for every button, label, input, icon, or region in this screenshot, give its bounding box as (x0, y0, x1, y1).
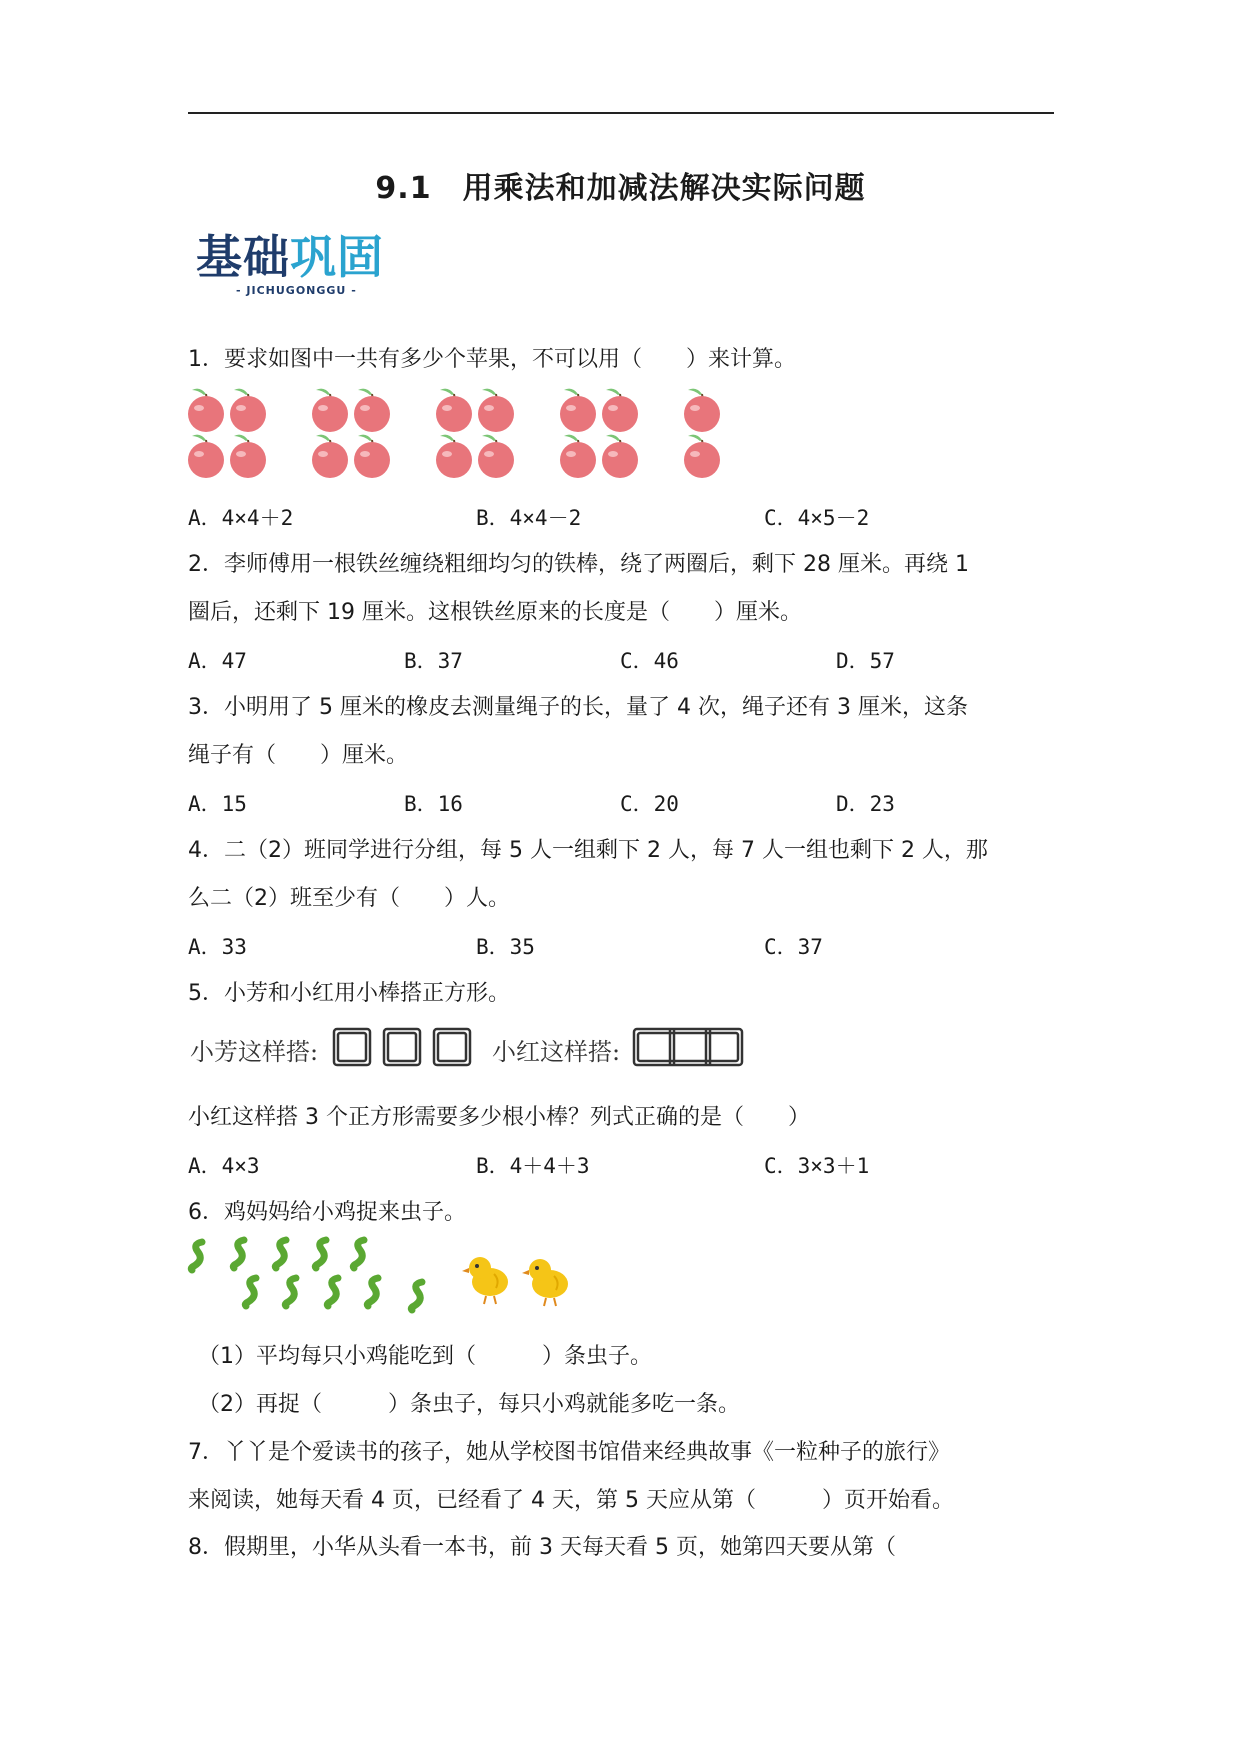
question-8-line1: 8．假期里，小华从头看一本书，前 3 天每天看 5 页，她第四天要从第（ (188, 1535, 896, 1560)
question-5-text: 5．小芳和小红用小棒搭正方形。 (188, 981, 510, 1006)
apple-group-1 (188, 389, 266, 478)
worms-and-chicks-figure (186, 1236, 586, 1326)
question-2-line1: 2．李师傅用一根铁丝缠绕粗细均匀的铁棒，绕了两圈后，剩下 28 厘米。再绕 1 (188, 552, 969, 577)
apple-group-4 (560, 389, 638, 478)
apple-group-2 (312, 389, 390, 478)
q3-option-c[interactable]: C．20 (620, 792, 679, 816)
q3-option-d[interactable]: D．23 (836, 792, 895, 816)
xiaofang-label: 小芳这样搭: (190, 1038, 319, 1066)
question-5-prompt: 小红这样搭 3 个正方形需要多少根小棒？列式正确的是（ ） (188, 1105, 810, 1130)
q4-option-a[interactable]: A．33 (188, 935, 247, 959)
q3-option-a[interactable]: A．15 (188, 792, 247, 816)
apple-group-5 (684, 389, 720, 478)
q3-option-b[interactable]: B．16 (404, 792, 463, 816)
page-title: 9.1 用乘法和加减法解决实际问题 (375, 171, 866, 206)
q5-option-b[interactable]: B．4＋4＋3 (476, 1154, 590, 1178)
q2-option-c[interactable]: C．46 (620, 649, 679, 673)
xiaofang-squares-figure (330, 1025, 478, 1069)
question-7-line2: 来阅读，她每天看 4 页，已经看了 4 天，第 5 天应从第（ ）页开始看。 (188, 1488, 954, 1513)
logo-subtitle: - JICHUGONGGU - (236, 284, 357, 297)
q1-option-b[interactable]: B．4×4－2 (476, 506, 582, 530)
q2-option-b[interactable]: B．37 (404, 649, 463, 673)
apple-group-3 (436, 389, 514, 478)
q5-option-c[interactable]: C．3×3＋1 (764, 1154, 870, 1178)
q1-option-a[interactable]: A．4×4＋2 (188, 506, 294, 530)
logo-text-part2: 巩固 (290, 230, 384, 284)
q5-option-a[interactable]: A．4×3 (188, 1154, 260, 1178)
question-7-line1: 7．丫丫是个爱读书的孩子，她从学校图书馆借来经典故事《一粒种子的旅行》 (188, 1440, 950, 1465)
question-4-line2: 么二（2）班至少有（ ）人。 (188, 886, 510, 911)
q2-option-a[interactable]: A．47 (188, 649, 247, 673)
question-1-text: 1．要求如图中一共有多少个苹果，不可以用（ ）来计算。 (188, 347, 796, 372)
question-6-text: 6．鸡妈妈给小鸡捉来虫子。 (188, 1200, 466, 1225)
q2-option-d[interactable]: D．57 (836, 649, 895, 673)
section-logo (196, 230, 384, 297)
q1-option-c[interactable]: C．4×5－2 (764, 506, 870, 530)
xiaohong-squares-figure (630, 1025, 750, 1069)
header-rule (188, 112, 1054, 114)
chick-group (462, 1257, 568, 1306)
logo-text-part1: 基础 (196, 230, 290, 284)
worm-group (191, 1240, 422, 1310)
question-4-line1: 4．二（2）班同学进行分组，每 5 人一组剩下 2 人，每 7 人一组也剩下 2 人，那 (188, 838, 988, 863)
apple-figure (186, 388, 726, 488)
question-6-sub2: （2）再捉（ ）条虫子，每只小鸡就能多吃一条。 (198, 1392, 740, 1417)
question-2-line2: 圈后，还剩下 19 厘米。这根铁丝原来的长度是（ ）厘米。 (188, 600, 802, 625)
q4-option-c[interactable]: C．37 (764, 935, 823, 959)
xiaohong-label: 小红这样搭: (492, 1038, 621, 1066)
question-3-line1: 3．小明用了 5 厘米的橡皮去测量绳子的长，量了 4 次，绳子还有 3 厘米，这条 (188, 695, 968, 720)
question-3-line2: 绳子有（ ）厘米。 (188, 743, 409, 768)
q4-option-b[interactable]: B．35 (476, 935, 535, 959)
question-6-sub1: （1）平均每只小鸡能吃到（ ）条虫子。 (198, 1344, 652, 1369)
